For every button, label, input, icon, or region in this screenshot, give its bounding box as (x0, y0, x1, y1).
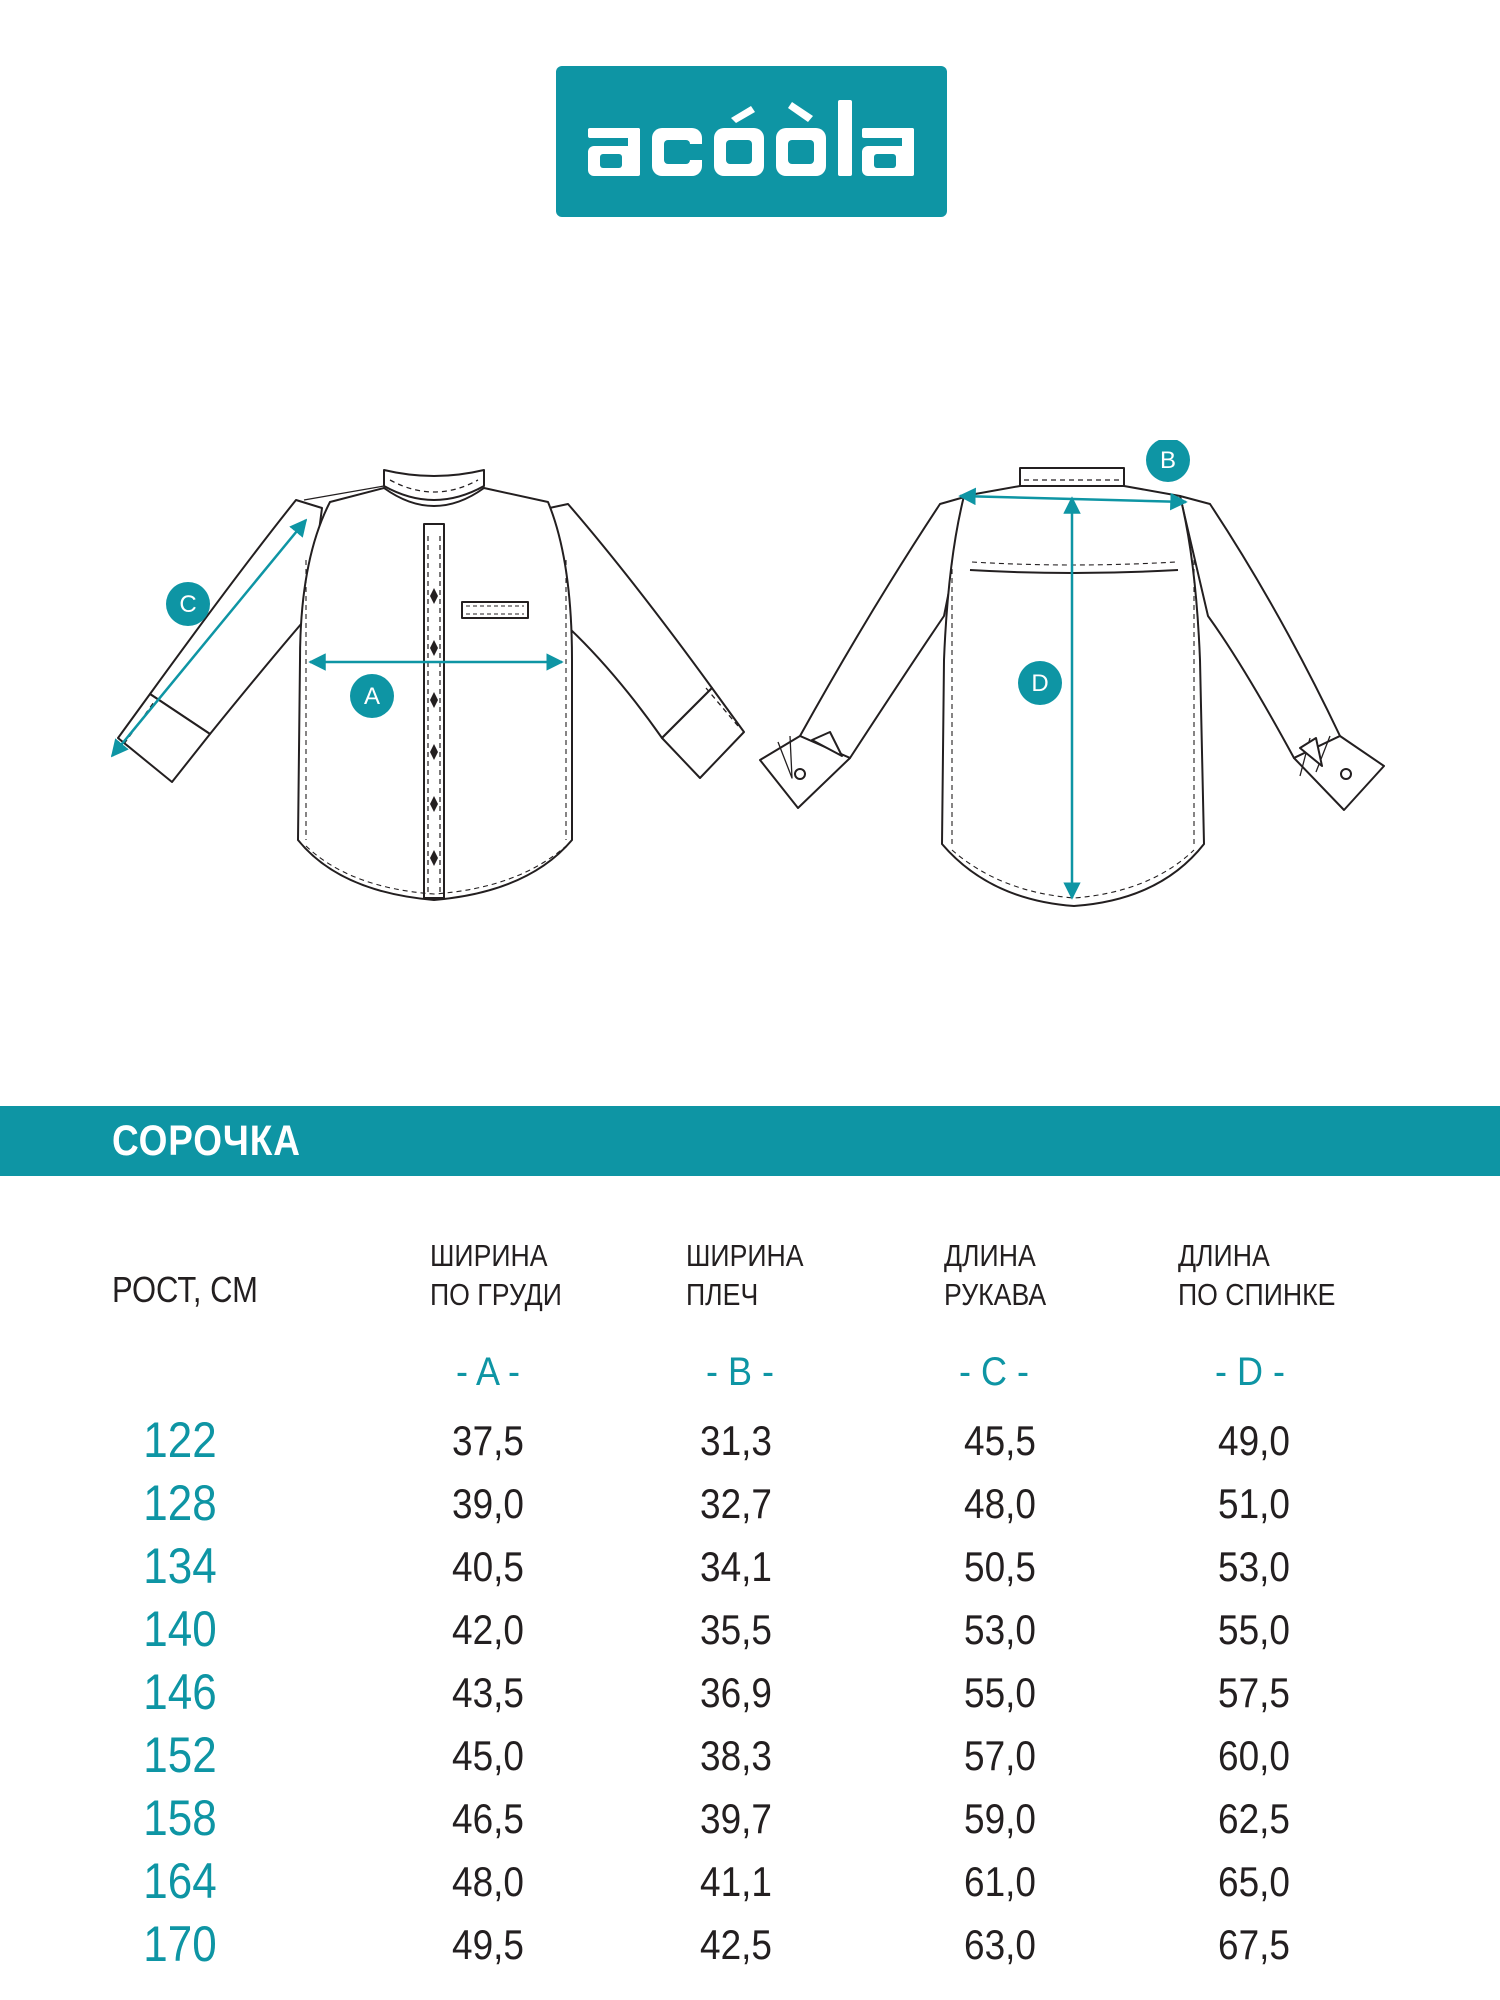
measurement-value: 38,3 (700, 1732, 772, 1779)
measurement-value: 43,5 (452, 1669, 524, 1716)
measurement-value: 41,1 (700, 1858, 772, 1905)
table-row (0, 1536, 1500, 1599)
column-header-line1: ДЛИНА (944, 1238, 1036, 1273)
measurement-value: 51,0 (1218, 1480, 1290, 1527)
measurement-value: 48,0 (964, 1480, 1036, 1527)
measurement-value: 45,0 (452, 1732, 524, 1779)
column-code-d: - D - (1214, 1350, 1285, 1394)
measurement-value: 60,0 (1218, 1732, 1290, 1779)
column-code-b: - B - (705, 1350, 774, 1394)
measure-badge-d (1018, 661, 1062, 705)
table-row (0, 1662, 1500, 1725)
measurement-value: 35,5 (700, 1606, 772, 1653)
height-value: 146 (143, 1664, 217, 1720)
measurement-value: 62,5 (1218, 1795, 1290, 1842)
height-value: 122 (143, 1412, 217, 1468)
column-header-chest-width (430, 1236, 562, 1314)
shirt-measurement-diagram (0, 440, 1500, 940)
column-header-sleeve-length (944, 1236, 1046, 1314)
height-value: 140 (143, 1601, 217, 1657)
column-header-line2: ПО СПИНКЕ (1178, 1277, 1336, 1312)
measurement-value: 55,0 (1218, 1606, 1290, 1653)
measurement-value: 45,5 (964, 1417, 1036, 1464)
measurement-value: 39,7 (700, 1795, 772, 1842)
measure-badge-a (350, 674, 394, 718)
column-header-line2: ПО ГРУДИ (430, 1277, 562, 1312)
measurement-value: 55,0 (964, 1669, 1036, 1716)
measurement-value: 42,0 (452, 1606, 524, 1653)
measurement-value: 32,7 (700, 1480, 772, 1527)
measurement-value: 61,0 (964, 1858, 1036, 1905)
svg-text:B: B (1159, 447, 1177, 474)
column-header-shoulder-width (686, 1236, 804, 1314)
measure-badge-c (166, 582, 210, 626)
table-row (0, 1914, 1500, 1977)
height-value: 128 (143, 1475, 217, 1531)
table-row (0, 1599, 1500, 1662)
brand-logo (556, 66, 947, 217)
product-title: СОРОЧКА (112, 1117, 301, 1165)
product-title-band (0, 1106, 1500, 1176)
measurement-value: 48,0 (452, 1858, 524, 1905)
column-header-line1: ДЛИНА (1178, 1238, 1270, 1273)
column-header-line1: ШИРИНА (430, 1238, 548, 1273)
height-value: 152 (143, 1727, 217, 1783)
measurement-value: 40,5 (452, 1543, 524, 1590)
measurement-value: 39,0 (452, 1480, 524, 1527)
height-column-header: РОСТ, СМ (112, 1269, 258, 1310)
table-row (0, 1725, 1500, 1788)
column-code-c: - C - (958, 1350, 1029, 1394)
table-row (0, 1851, 1500, 1914)
measurement-value: 37,5 (452, 1417, 524, 1464)
measurement-value: 65,0 (1218, 1858, 1290, 1905)
acoola-logo-wordmark (556, 66, 947, 217)
column-header-line2: РУКАВА (944, 1277, 1047, 1312)
height-value: 158 (143, 1790, 217, 1846)
measure-badge-b (1146, 440, 1190, 482)
measurement-value: 34,1 (700, 1543, 772, 1590)
height-value: 134 (143, 1538, 217, 1594)
column-code-a: - A - (455, 1350, 521, 1394)
measurement-value: 67,5 (1218, 1921, 1290, 1968)
shirt-front-view (118, 470, 744, 900)
measurement-value: 59,0 (964, 1795, 1036, 1842)
measurement-value: 50,5 (964, 1543, 1036, 1590)
column-header-back-length (1178, 1236, 1335, 1314)
measurement-value: 46,5 (452, 1795, 524, 1842)
table-row (0, 1788, 1500, 1851)
measurement-value: 42,5 (700, 1921, 772, 1968)
table-row (0, 1473, 1500, 1536)
measurement-value: 63,0 (964, 1921, 1036, 1968)
svg-text:D: D (1031, 670, 1049, 697)
table-row (0, 1410, 1500, 1473)
column-header-line2: ПЛЕЧ (686, 1277, 759, 1312)
svg-text:C: C (179, 591, 197, 618)
measurement-value: 53,0 (1218, 1543, 1290, 1590)
measurement-value: 53,0 (964, 1606, 1036, 1653)
measurement-value: 31,3 (700, 1417, 772, 1464)
measurement-value: 57,0 (964, 1732, 1036, 1779)
svg-text:A: A (363, 683, 381, 710)
measurement-value: 49,5 (452, 1921, 524, 1968)
measurement-value: 49,0 (1218, 1417, 1290, 1464)
height-value: 170 (143, 1916, 217, 1972)
measurement-value: 36,9 (700, 1669, 772, 1716)
column-header-line1: ШИРИНА (686, 1238, 804, 1273)
height-value: 164 (143, 1853, 217, 1909)
measurement-value: 57,5 (1218, 1669, 1290, 1716)
